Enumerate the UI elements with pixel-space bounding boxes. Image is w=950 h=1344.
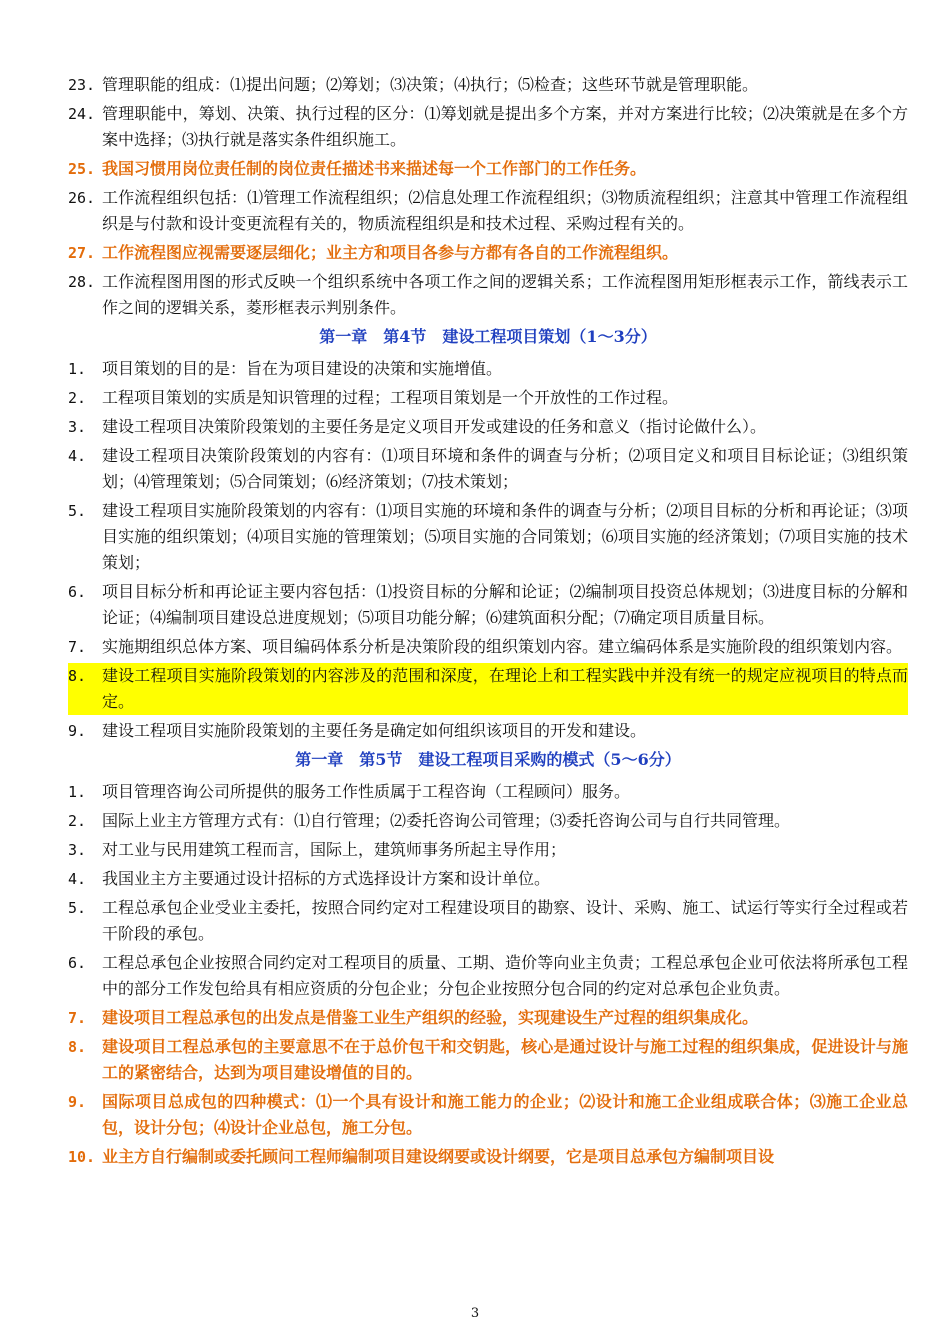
list-item bbox=[68, 414, 908, 440]
item-number: 8. bbox=[68, 1038, 87, 1056]
item-number: 9. bbox=[68, 722, 87, 740]
section-c bbox=[68, 779, 908, 1170]
item-number: 23. bbox=[68, 76, 96, 94]
item-number: 7. bbox=[68, 1009, 87, 1027]
item-number: 26. bbox=[68, 189, 96, 207]
list-item bbox=[68, 1144, 908, 1170]
item-text: 管理职能的组成：⑴提出问题；⑵筹划；⑶决策；⑷执行；⑸检查；这些环节就是管理职能。 bbox=[102, 75, 759, 94]
list-item bbox=[68, 950, 908, 1002]
list-item bbox=[68, 634, 908, 660]
item-text: 国际项目总成包的四种模式：⑴一个具有设计和施工能力的企业；⑵设计和施工企业组成联合体；⑶施工企业总包，设计分包；⑷设计企业总包，施工分包。 bbox=[102, 1092, 908, 1137]
list-item bbox=[68, 443, 908, 495]
item-text: 项目目标分析和再论证主要内容包括：⑴投资目标的分解和论证；⑵编制项目投资总体规划；⑶进度目标的分解和论证；⑷编制项目建设总进度规划；⑸项目功能分解；⑹建筑面积分配；⑺确定项目质量目标。 bbox=[102, 582, 908, 627]
item-number: 9. bbox=[68, 1093, 87, 1111]
list-item bbox=[68, 385, 908, 411]
item-text: 建设项目工程总承包的出发点是借鉴工业生产组织的经验，实现建设生产过程的组织集成化。 bbox=[102, 1008, 759, 1027]
list-item bbox=[68, 808, 908, 834]
item-text: 工作流程图应视需要逐层细化；业主方和项目各参与方都有各自的工作流程组织。 bbox=[102, 243, 679, 262]
item-number: 4. bbox=[68, 447, 87, 465]
list-item bbox=[68, 72, 908, 98]
page-number: 3 bbox=[470, 1306, 480, 1321]
item-text: 建设工程项目实施阶段策划的主要任务是确定如何组织该项目的开发和建设。 bbox=[102, 721, 647, 740]
item-number: 7. bbox=[68, 638, 87, 656]
item-text: 工程总承包企业按照合同约定对工程项目的质量、工期、造价等向业主负责；工程总承包企业可依法将所承包工程中的部分工作发包给具有相应资质的分包企业；分包企业按照分包合同的约定对总承包企业负责。 bbox=[102, 953, 908, 998]
item-text: 建设项目工程总承包的主要意思不在于总价包干和交钥匙，核心是通过设计与施工过程的组织集成，促进设计与施工的紧密结合，达到为项目建设增值的目的。 bbox=[102, 1037, 908, 1082]
item-number: 24. bbox=[68, 105, 96, 123]
item-text: 建设工程项目决策阶段策划的主要任务是定义项目开发或建设的任务和意义（指讨论做什么）。 bbox=[102, 417, 767, 436]
section-heading-5: 第一章 第5节 建设工程项目采购的模式（5～6分） bbox=[295, 750, 681, 769]
item-number: 2. bbox=[68, 389, 87, 407]
item-text: 国际上业主方管理方式有：⑴自行管理；⑵委托咨询公司管理；⑶委托咨询公司与自行共同管理。 bbox=[102, 811, 791, 830]
list-item bbox=[68, 356, 908, 382]
item-number: 10. bbox=[68, 1148, 96, 1166]
item-text: 工程项目策划的实质是知识管理的过程；工程项目策划是一个开放性的工作过程。 bbox=[102, 388, 679, 407]
item-text: 我国习惯用岗位责任制的岗位责任描述书来描述每一个工作部门的工作任务。 bbox=[102, 159, 647, 178]
list-item bbox=[68, 101, 908, 153]
list-item bbox=[68, 1005, 908, 1031]
item-number: 3. bbox=[68, 841, 87, 859]
list-item bbox=[68, 156, 908, 182]
list-item bbox=[68, 866, 908, 892]
item-text: 项目管理咨询公司所提供的服务工作性质属于工程咨询（工程顾问）服务。 bbox=[102, 782, 631, 801]
item-number: 27. bbox=[68, 244, 96, 262]
item-text: 建设工程项目实施阶段策划的内容涉及的范围和深度，在理论上和工程实践中并没有统一的规定应视项目的特点而定。 bbox=[102, 663, 908, 715]
item-number: 5. bbox=[68, 502, 87, 520]
list-item bbox=[68, 579, 908, 631]
item-text: 建设工程项目决策阶段策划的内容有：⑴项目环境和条件的调查与分析；⑵项目定义和项目目标论证；⑶组织策划；⑷管理策划；⑸合同策划；⑹经济策划；⑺技术策划； bbox=[102, 446, 908, 491]
item-number: 1. bbox=[68, 360, 87, 378]
item-text: 实施期组织总体方案、项目编码体系分析是决策阶段的组织策划内容。建立编码体系是实施阶段的组织策划内容。 bbox=[102, 637, 903, 656]
document-page bbox=[68, 72, 908, 1173]
section-a bbox=[68, 72, 908, 321]
item-text: 建设工程项目实施阶段策划的内容有：⑴项目实施的环境和条件的调查与分析；⑵项目目标的分析和再论证；⑶项目实施的组织策划；⑷项目实施的管理策划；⑸项目实施的合同策划；⑹项目实施的经济策划；⑺项目实施的技术策划； bbox=[102, 501, 908, 572]
list-item bbox=[68, 269, 908, 321]
item-number: 5. bbox=[68, 899, 87, 917]
item-number: 8. bbox=[68, 663, 102, 715]
item-text: 工作流程组织包括：⑴管理工作流程组织；⑵信息处理工作流程组织；⑶物质流程组织；注意其中管理工作流程组织是与付款和设计变更流程有关的，物质流程组织是和技术过程、采购过程有关的。 bbox=[102, 188, 908, 233]
list-item bbox=[68, 1089, 908, 1141]
item-text: 对工业与民用建筑工程而言，国际上，建筑师事务所起主导作用； bbox=[102, 840, 567, 859]
item-number: 25. bbox=[68, 160, 96, 178]
item-number: 2. bbox=[68, 812, 87, 830]
item-number: 1. bbox=[68, 783, 87, 801]
list-item bbox=[68, 718, 908, 744]
item-text: 管理职能中，筹划、决策、执行过程的区分：⑴筹划就是提出多个方案，并对方案进行比较；⑵决策就是在多个方案中选择；⑶执行就是落实条件组织施工。 bbox=[102, 104, 908, 149]
list-item bbox=[68, 185, 908, 237]
item-text: 项目策划的目的是：旨在为项目建设的决策和实施增值。 bbox=[102, 359, 503, 378]
item-number: 3. bbox=[68, 418, 87, 436]
item-text: 工程总承包企业受业主委托，按照合同约定对工程建设项目的勘察、设计、采购、施工、试运行等实行全过程或若干阶段的承包。 bbox=[102, 898, 908, 943]
item-number: 4. bbox=[68, 870, 87, 888]
list-item bbox=[68, 1034, 908, 1086]
list-item bbox=[68, 240, 908, 266]
list-item bbox=[68, 663, 908, 715]
item-number: 6. bbox=[68, 954, 87, 972]
section-heading-4: 第一章 第4节 建设工程项目策划（1～3分） bbox=[319, 327, 657, 346]
item-text: 业主方自行编制或委托顾问工程师编制项目建设纲要或设计纲要，它是项目总承包方编制项目设 bbox=[102, 1147, 775, 1166]
list-item bbox=[68, 498, 908, 576]
list-item bbox=[68, 779, 908, 805]
item-number: 6. bbox=[68, 583, 87, 601]
item-text: 工作流程图用图的形式反映一个组织系统中各项工作之间的逻辑关系；工作流程图用矩形框表示工作，箭线表示工作之间的逻辑关系，菱形框表示判别条件。 bbox=[102, 272, 908, 317]
item-number: 28. bbox=[68, 273, 96, 291]
section-b bbox=[68, 356, 908, 744]
list-item bbox=[68, 837, 908, 863]
list-item bbox=[68, 895, 908, 947]
item-text: 我国业主方主要通过设计招标的方式选择设计方案和设计单位。 bbox=[102, 869, 551, 888]
